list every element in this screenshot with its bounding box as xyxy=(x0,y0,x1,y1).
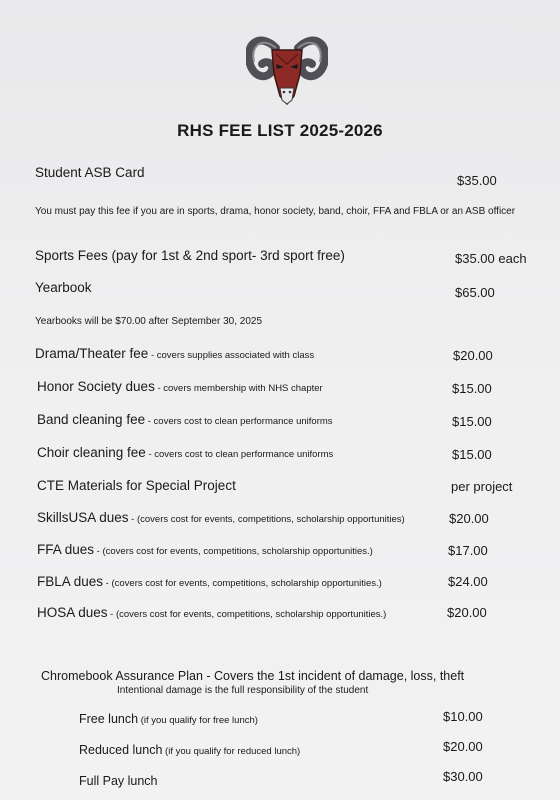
asb-card-price: $35.00 xyxy=(457,173,497,188)
band-fee-row xyxy=(37,412,333,427)
ffa-label: FFA dues xyxy=(37,542,95,557)
choir-fee-desc: - covers cost to clean performance uniforms xyxy=(145,449,334,460)
choir-fee-price: $15.00 xyxy=(452,447,492,462)
choir-fee-row xyxy=(37,445,333,460)
reduced-lunch-desc: (if you qualify for reduced lunch) xyxy=(162,746,301,757)
free-lunch-row xyxy=(79,712,258,726)
full-pay-lunch-label: Full Pay lunch xyxy=(79,774,158,788)
skillsusa-desc: - (covers cost for events, competitions, scholarship opportunities) xyxy=(128,514,405,525)
ram-mascot-icon xyxy=(246,30,328,110)
band-fee-desc: - covers cost to clean performance uniforms xyxy=(145,416,333,427)
free-lunch-price: $10.00 xyxy=(443,709,483,724)
yearbook-label: Yearbook xyxy=(35,280,92,295)
asb-card-note: You must pay this fee if you are in sports, drama, honor society, band, choir, FFA and FBLA or an ASB officer xyxy=(35,206,516,217)
fbla-label: FBLA dues xyxy=(37,574,104,589)
sports-fees-price: $35.00 each xyxy=(455,251,527,266)
choir-fee-label: Choir cleaning fee xyxy=(37,445,146,460)
band-fee-label: Band cleaning fee xyxy=(37,412,146,427)
skillsusa-price: $20.00 xyxy=(449,511,489,526)
honor-society-desc: - covers membership with NHS chapter xyxy=(154,383,323,394)
sports-fees-label: Sports Fees (pay for 1st & 2nd sport- 3rd sport free) xyxy=(35,248,345,263)
ffa-price: $17.00 xyxy=(448,543,488,558)
page-title: RHS FEE LIST 2025-2026 xyxy=(177,121,383,140)
drama-fee-desc: - covers supplies associated with class xyxy=(148,350,315,361)
band-fee-price: $15.00 xyxy=(452,414,492,429)
drama-fee-label: Drama/Theater fee xyxy=(35,346,149,361)
ffa-row xyxy=(37,542,373,557)
reduced-lunch-label: Reduced lunch xyxy=(79,743,163,757)
reduced-lunch-price: $20.00 xyxy=(443,739,483,754)
skillsusa-label: SkillsUSA dues xyxy=(37,510,129,525)
chromebook-plan-label: Chromebook Assurance Plan - Covers the 1st incident of damage, loss, theft xyxy=(41,669,465,683)
cte-materials-label: CTE Materials for Special Project xyxy=(37,478,236,493)
drama-fee-price: $20.00 xyxy=(453,348,493,363)
ffa-desc: - (covers cost for events, competitions, scholarship opportunities.) xyxy=(94,546,373,557)
fbla-row xyxy=(37,574,382,589)
full-pay-lunch-price: $30.00 xyxy=(443,769,483,784)
asb-card-label: Student ASB Card xyxy=(35,165,145,180)
free-lunch-desc: (if you qualify for free lunch) xyxy=(138,715,258,726)
chromebook-plan-note: Intentional damage is the full responsibility of the student xyxy=(117,685,369,696)
hosa-desc: - (covers cost for events, competitions, scholarship opportunities.) xyxy=(107,609,387,620)
hosa-price: $20.00 xyxy=(447,605,487,620)
free-lunch-label: Free lunch xyxy=(79,712,139,726)
drama-fee-row xyxy=(35,346,314,361)
yearbook-note: Yearbooks will be $70.00 after September 30, 2025 xyxy=(35,316,263,327)
honor-society-row xyxy=(37,379,323,394)
hosa-label: HOSA dues xyxy=(37,605,108,620)
honor-society-label: Honor Society dues xyxy=(37,379,155,394)
fbla-desc: - (covers cost for events, competitions, scholarship opportunities.) xyxy=(103,578,382,589)
reduced-lunch-row xyxy=(79,743,300,757)
honor-society-price: $15.00 xyxy=(452,381,492,396)
skillsusa-row xyxy=(37,510,405,525)
cte-materials-price: per project xyxy=(451,479,513,494)
yearbook-price: $65.00 xyxy=(455,285,495,300)
hosa-row xyxy=(37,605,386,620)
fbla-price: $24.00 xyxy=(448,574,488,589)
